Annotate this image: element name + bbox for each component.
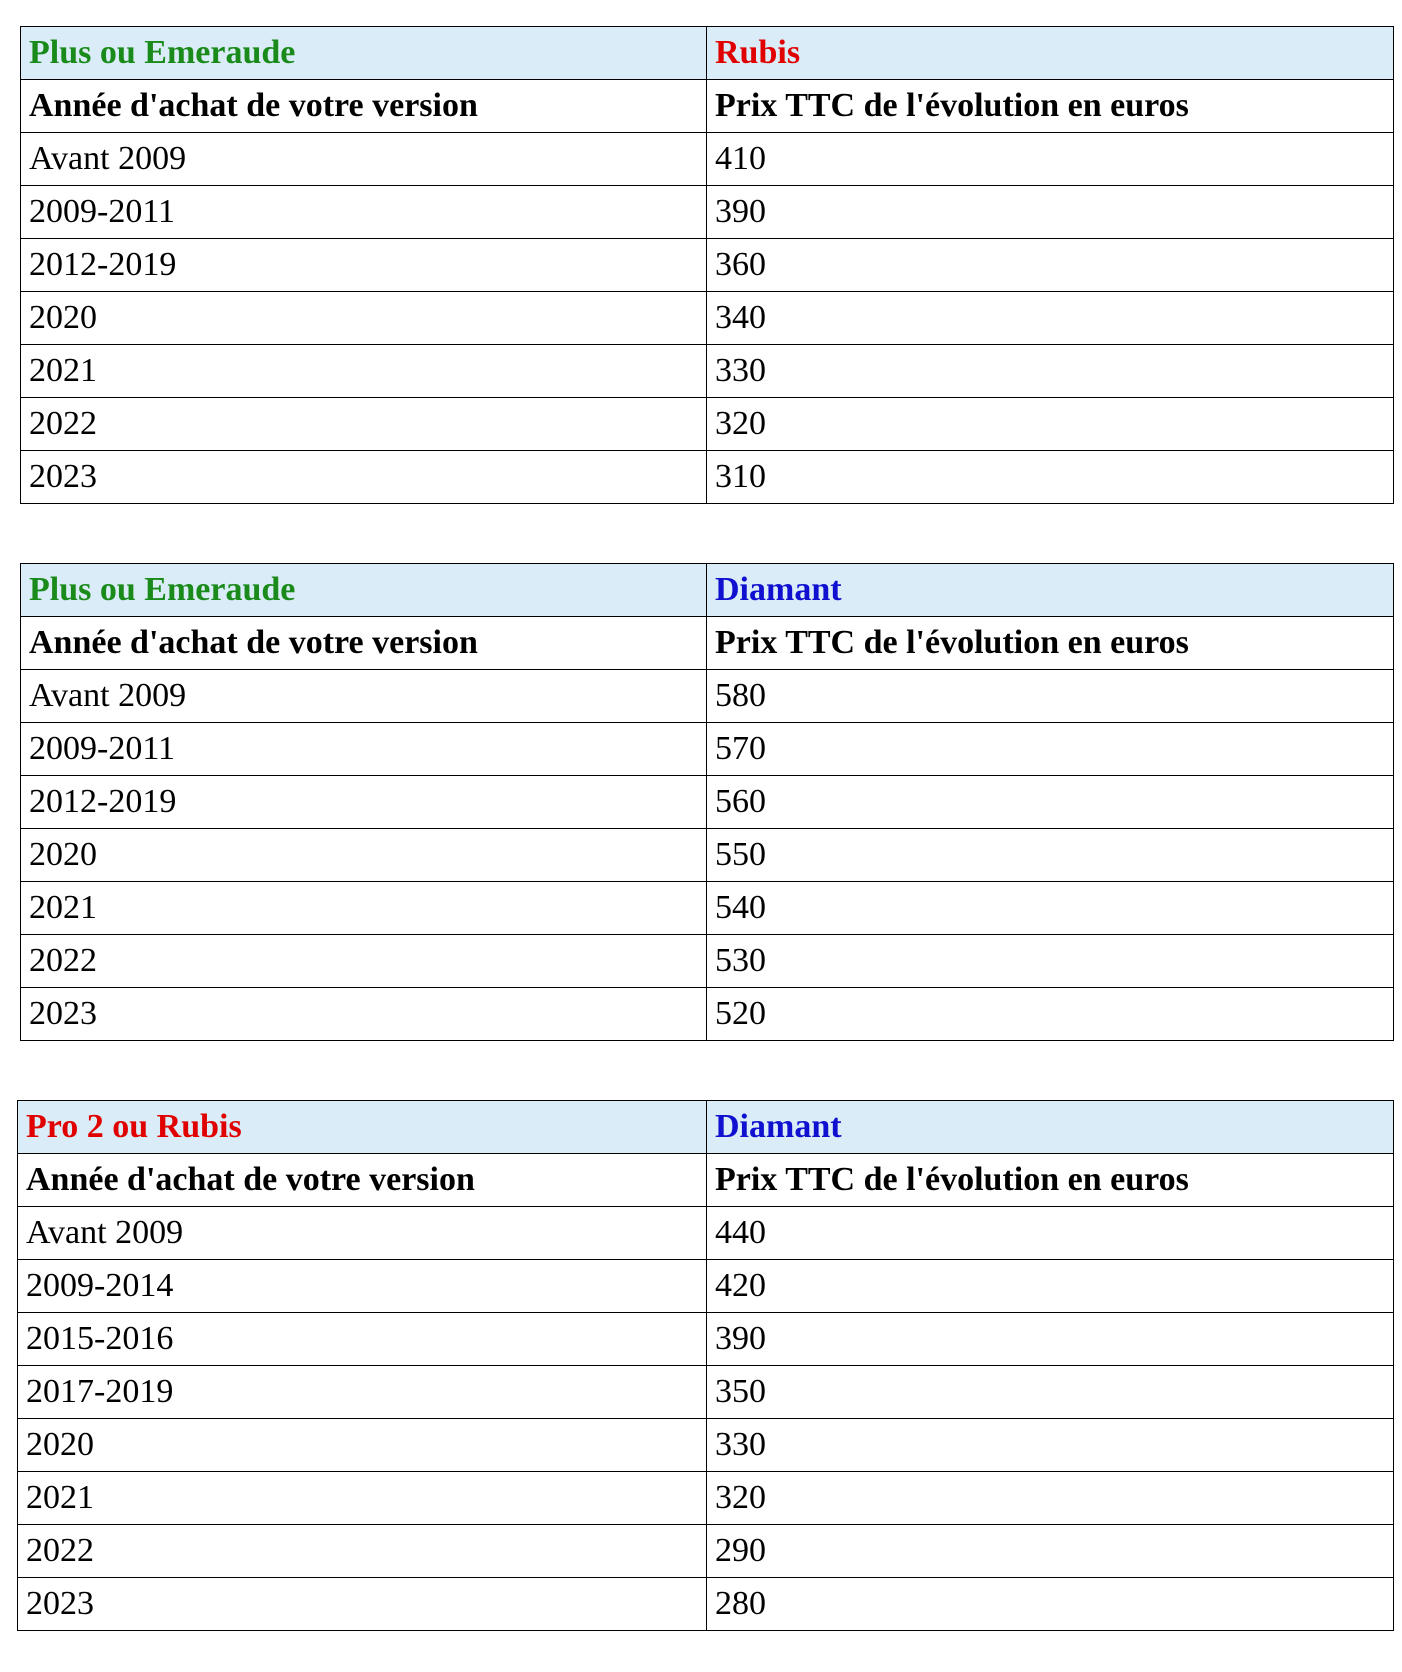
table-row bbox=[21, 398, 1394, 451]
table-row bbox=[21, 292, 1394, 345]
purchase-year-cell: 2009-2011 bbox=[21, 186, 707, 239]
upgrade-price-cell: 330 bbox=[707, 345, 1394, 398]
upgrade-price-cell: 330 bbox=[707, 1419, 1394, 1472]
purchase-year-cell: Avant 2009 bbox=[21, 133, 707, 186]
purchase-year-cell: 2022 bbox=[18, 1525, 707, 1578]
purchase-year-cell: 2015-2016 bbox=[18, 1313, 707, 1366]
purchase-year-cell: 2021 bbox=[18, 1472, 707, 1525]
upgrade-price-cell: 310 bbox=[707, 451, 1394, 504]
purchase-year-cell: 2009-2014 bbox=[18, 1260, 707, 1313]
purchase-year-cell: 2023 bbox=[21, 988, 707, 1041]
table-header-row bbox=[21, 564, 1394, 617]
upgrade-price-cell: 340 bbox=[707, 292, 1394, 345]
column-header-year: Année d'achat de votre version bbox=[21, 617, 707, 670]
upgrade-price-cell: 570 bbox=[707, 723, 1394, 776]
purchase-year-cell: 2020 bbox=[21, 292, 707, 345]
table-row bbox=[18, 1260, 1394, 1313]
table-row bbox=[21, 239, 1394, 292]
upgrade-price-cell: 280 bbox=[707, 1578, 1394, 1631]
column-header-price: Prix TTC de l'évolution en euros bbox=[707, 1154, 1394, 1207]
table-row bbox=[21, 829, 1394, 882]
from-version-label: Plus ou Emeraude bbox=[21, 27, 707, 80]
purchase-year-cell: 2012-2019 bbox=[21, 239, 707, 292]
purchase-year-cell: 2021 bbox=[21, 882, 707, 935]
upgrade-price-cell: 560 bbox=[707, 776, 1394, 829]
purchase-year-cell: 2021 bbox=[21, 345, 707, 398]
from-version-label: Pro 2 ou Rubis bbox=[18, 1101, 707, 1154]
table-row bbox=[21, 935, 1394, 988]
upgrade-price-cell: 420 bbox=[707, 1260, 1394, 1313]
table-row bbox=[21, 776, 1394, 829]
purchase-year-cell: 2009-2011 bbox=[21, 723, 707, 776]
table-row bbox=[21, 133, 1394, 186]
table-header-row bbox=[21, 27, 1394, 80]
to-version-label: Rubis bbox=[707, 27, 1394, 80]
upgrade-price-cell: 520 bbox=[707, 988, 1394, 1041]
column-header-row bbox=[21, 80, 1394, 133]
table-row bbox=[18, 1525, 1394, 1578]
purchase-year-cell: 2022 bbox=[21, 398, 707, 451]
upgrade-price-cell: 360 bbox=[707, 239, 1394, 292]
purchase-year-cell: 2012-2019 bbox=[21, 776, 707, 829]
column-header-row bbox=[21, 617, 1394, 670]
column-header-year: Année d'achat de votre version bbox=[18, 1154, 707, 1207]
column-header-year: Année d'achat de votre version bbox=[21, 80, 707, 133]
upgrade-table-emeraude-to-diamant bbox=[20, 563, 1394, 1041]
upgrade-price-cell: 320 bbox=[707, 398, 1394, 451]
upgrade-price-cell: 320 bbox=[707, 1472, 1394, 1525]
upgrade-price-cell: 390 bbox=[707, 186, 1394, 239]
upgrade-table-emeraude-to-rubis bbox=[20, 26, 1394, 504]
table-row bbox=[18, 1207, 1394, 1260]
to-version-label: Diamant bbox=[707, 1101, 1394, 1154]
upgrade-table-rubis-to-diamant bbox=[17, 1100, 1394, 1631]
purchase-year-cell: 2023 bbox=[18, 1578, 707, 1631]
table-row bbox=[21, 723, 1394, 776]
table-row bbox=[18, 1578, 1394, 1631]
upgrade-price-cell: 580 bbox=[707, 670, 1394, 723]
upgrade-price-cell: 540 bbox=[707, 882, 1394, 935]
purchase-year-cell: 2023 bbox=[21, 451, 707, 504]
table-row bbox=[18, 1419, 1394, 1472]
upgrade-price-cell: 550 bbox=[707, 829, 1394, 882]
table-row bbox=[18, 1313, 1394, 1366]
purchase-year-cell: Avant 2009 bbox=[21, 670, 707, 723]
upgrade-price-cell: 440 bbox=[707, 1207, 1394, 1260]
from-version-label: Plus ou Emeraude bbox=[21, 564, 707, 617]
upgrade-price-cell: 410 bbox=[707, 133, 1394, 186]
table-row bbox=[21, 451, 1394, 504]
table-row bbox=[21, 670, 1394, 723]
upgrade-price-cell: 390 bbox=[707, 1313, 1394, 1366]
upgrade-price-cell: 350 bbox=[707, 1366, 1394, 1419]
purchase-year-cell: Avant 2009 bbox=[18, 1207, 707, 1260]
to-version-label: Diamant bbox=[707, 564, 1394, 617]
table-row bbox=[21, 186, 1394, 239]
table-row bbox=[21, 345, 1394, 398]
table-row bbox=[18, 1472, 1394, 1525]
purchase-year-cell: 2020 bbox=[18, 1419, 707, 1472]
column-header-price: Prix TTC de l'évolution en euros bbox=[707, 617, 1394, 670]
table-row bbox=[21, 988, 1394, 1041]
column-header-price: Prix TTC de l'évolution en euros bbox=[707, 80, 1394, 133]
column-header-row bbox=[18, 1154, 1394, 1207]
purchase-year-cell: 2017-2019 bbox=[18, 1366, 707, 1419]
purchase-year-cell: 2020 bbox=[21, 829, 707, 882]
upgrade-price-cell: 290 bbox=[707, 1525, 1394, 1578]
upgrade-price-cell: 530 bbox=[707, 935, 1394, 988]
table-row bbox=[21, 882, 1394, 935]
table-header-row bbox=[18, 1101, 1394, 1154]
purchase-year-cell: 2022 bbox=[21, 935, 707, 988]
table-row bbox=[18, 1366, 1394, 1419]
